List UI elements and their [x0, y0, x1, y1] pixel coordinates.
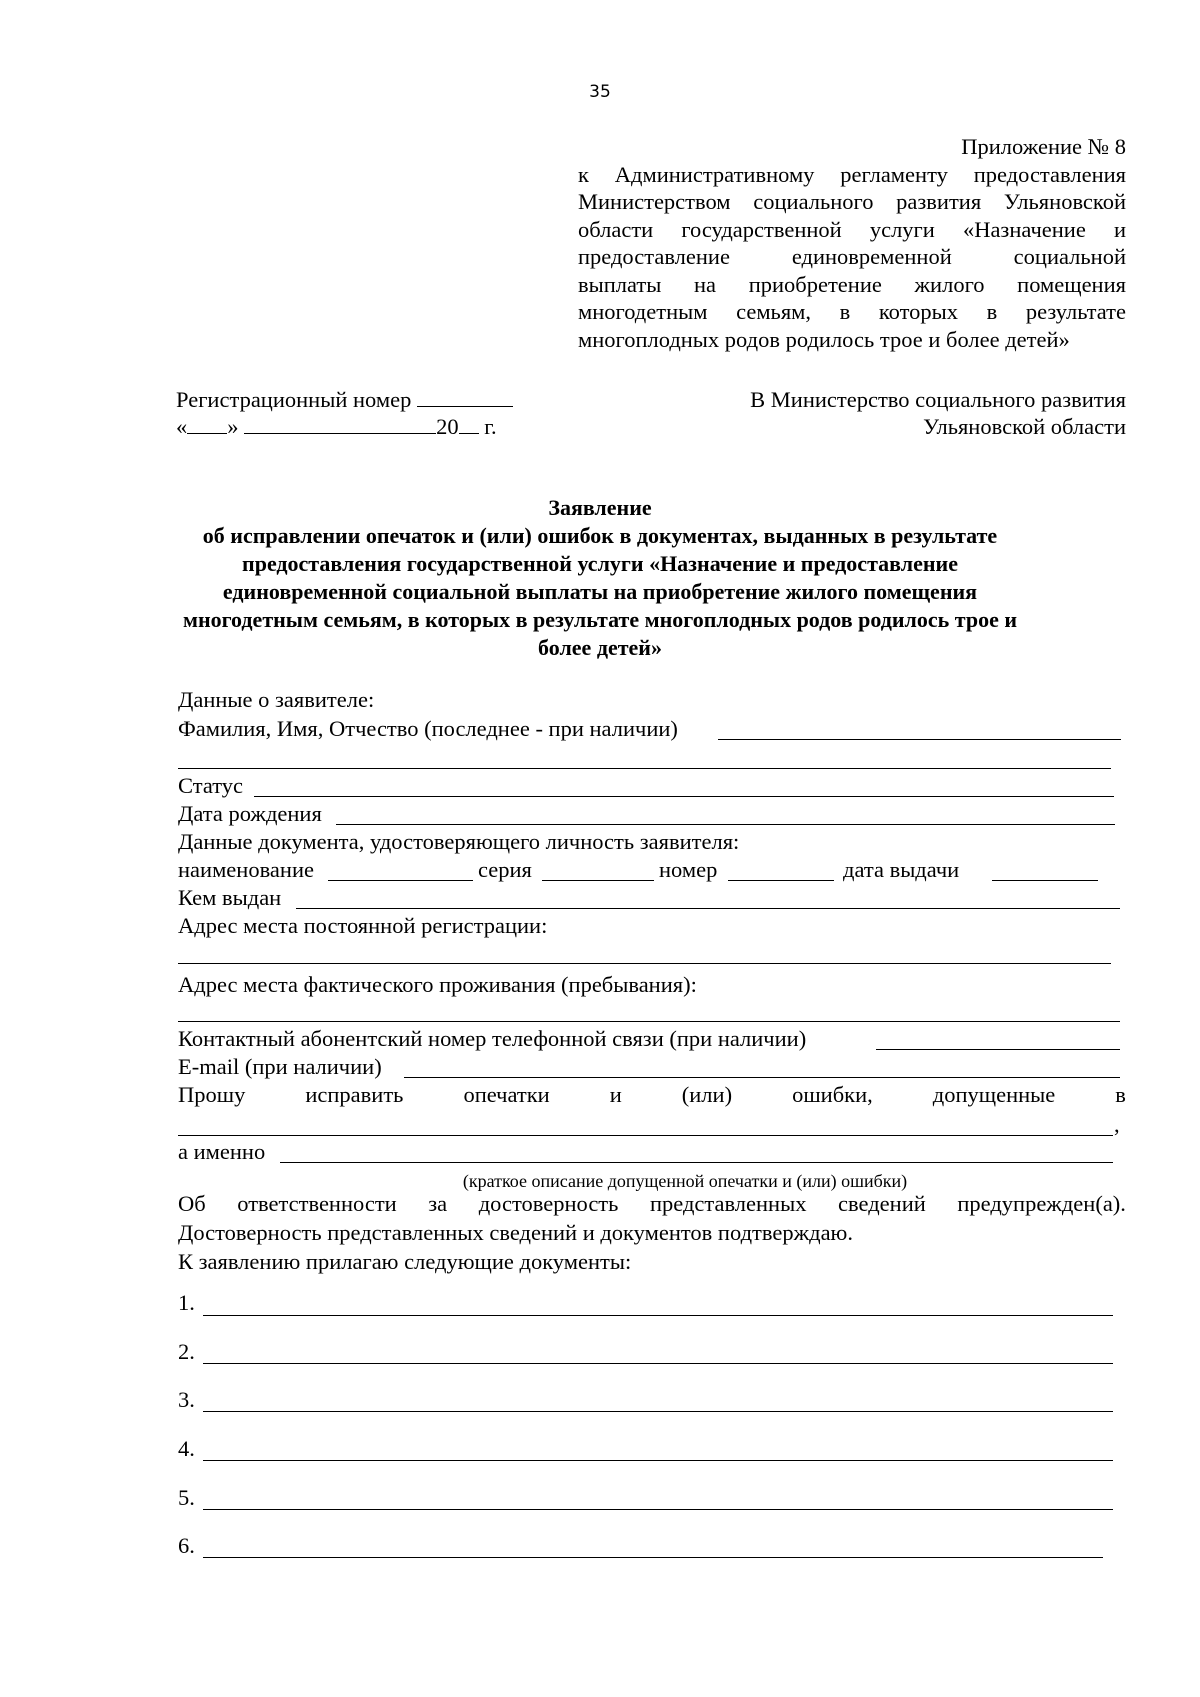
- birth-date-field[interactable]: [336, 824, 1115, 825]
- doc-issue-date-label: дата выдачи: [843, 857, 960, 882]
- request-word: Прошу: [178, 1082, 246, 1107]
- doc-name-field[interactable]: [328, 880, 473, 881]
- comma-mark: ,: [1114, 1112, 1120, 1137]
- doc-series-field[interactable]: [542, 880, 654, 881]
- permanent-address-field[interactable]: [178, 963, 1111, 964]
- email-field[interactable]: [404, 1077, 1120, 1078]
- actual-address-field[interactable]: [178, 1021, 1120, 1022]
- request-word: ошибки,: [792, 1082, 873, 1107]
- addressee-line: Ульяновской области: [923, 414, 1126, 439]
- status-field[interactable]: [254, 796, 1114, 797]
- annex-line: выплаты на приобретение жилого помещения: [578, 271, 1126, 297]
- date-month-field[interactable]: [244, 413, 436, 434]
- heading-line: многодетным семьям, в которых в результате многоплодных родов родилось трое и: [182, 607, 1018, 632]
- date-close-quote: »: [227, 414, 239, 439]
- doc-number-label: номер: [659, 857, 718, 882]
- request-line: [178, 1082, 1126, 1108]
- phone-field[interactable]: [876, 1049, 1120, 1050]
- registration-block: [176, 386, 513, 440]
- applicant-data-label: Данные о заявителе:: [178, 687, 375, 712]
- heading-line: об исправлении опечаток и (или) ошибок в документах, выданных в результате: [202, 523, 998, 548]
- addressee-block: [666, 386, 1126, 440]
- permanent-address-label: Адрес места постоянной регистрации:: [178, 913, 548, 938]
- date-year-suffix: г.: [484, 414, 497, 439]
- annex-line: предоставление единовременной социальной: [578, 244, 1126, 269]
- request-word: в: [1115, 1082, 1126, 1107]
- attachment-field[interactable]: [203, 1363, 1113, 1364]
- doc-number-field[interactable]: [728, 880, 834, 881]
- registration-number-field[interactable]: [417, 386, 513, 407]
- heading-line: предоставления государственной услуги «Назначение и предоставление: [242, 551, 958, 576]
- doc-issue-date-field[interactable]: [992, 880, 1098, 881]
- request-word: опечатки: [463, 1082, 550, 1107]
- confirm-text: Достоверность представленных сведений и документов подтверждаю.: [178, 1220, 853, 1245]
- date-open-quote: «: [176, 414, 188, 439]
- responsibility-word: Об: [178, 1191, 206, 1216]
- annex-line: многоплодных родов родилось трое и более детей»: [578, 326, 1070, 352]
- responsibility-word: предупрежден(а).: [957, 1191, 1126, 1216]
- annex-line: области государственной услуги «Назначение и: [578, 216, 1126, 242]
- attachment-number: 1.: [178, 1290, 195, 1315]
- annex-line: Министерством социального развития Ульяновской: [578, 189, 1126, 214]
- page-number: 35: [589, 82, 611, 102]
- attachment-field[interactable]: [203, 1460, 1113, 1461]
- responsibility-word: представленных: [649, 1191, 807, 1216]
- issued-by-field[interactable]: [296, 908, 1120, 909]
- request-word: исправить: [305, 1082, 404, 1107]
- attachment-field[interactable]: [203, 1557, 1103, 1558]
- document-name-field[interactable]: [178, 1135, 1113, 1136]
- phone-label: Контактный абонентский номер телефонной связи (при наличии): [178, 1026, 807, 1051]
- attach-text: К заявлению прилагаю следующие документы:: [178, 1249, 632, 1274]
- actual-address-label: Адрес места фактического проживания (пребывания):: [178, 972, 697, 997]
- birth-date-label: Дата рождения: [178, 801, 322, 826]
- issued-by-label: Кем выдан: [178, 885, 282, 910]
- responsibility-word: сведений: [838, 1191, 926, 1216]
- attachment-number: 6.: [178, 1533, 195, 1558]
- annex-line: к Административному регламенту предоставления: [578, 161, 1126, 187]
- responsibility-line: [178, 1191, 1126, 1217]
- attachment-number: 5.: [178, 1485, 195, 1510]
- attachment-field[interactable]: [203, 1411, 1113, 1412]
- registration-number-label: Регистрационный номер: [176, 387, 412, 412]
- responsibility-word: ответственности: [237, 1191, 397, 1216]
- application-heading: [150, 494, 1050, 662]
- date-year-field[interactable]: [459, 413, 479, 434]
- namely-label: а именно: [178, 1139, 266, 1164]
- doc-name-label: наименование: [178, 857, 314, 882]
- namely-caption: (краткое описание допущенной опечатки и (или) ошибки): [462, 1171, 908, 1191]
- request-word: (или): [681, 1082, 733, 1107]
- full-name-label: Фамилия, Имя, Отчество (последнее - при наличии): [178, 716, 678, 741]
- date-day-field[interactable]: [187, 413, 227, 434]
- annex-line: многодетным семьям, в которых в результате: [578, 299, 1126, 324]
- status-label: Статус: [178, 773, 243, 798]
- email-label: E-mail (при наличии): [178, 1054, 382, 1079]
- addressee-line: В Министерство социального развития: [750, 387, 1126, 412]
- doc-series-label: серия: [478, 857, 532, 882]
- id-document-label: Данные документа, удостоверяющего личность заявителя:: [178, 829, 740, 854]
- annex-title: Приложение № 8: [961, 134, 1126, 159]
- namely-field[interactable]: [280, 1162, 1113, 1163]
- request-word: допущенные: [932, 1082, 1056, 1107]
- responsibility-word: за: [428, 1191, 448, 1216]
- annex-block: [578, 133, 1126, 353]
- attachment-field[interactable]: [203, 1315, 1113, 1316]
- attachment-field[interactable]: [203, 1509, 1113, 1510]
- full-name-field[interactable]: [718, 739, 1121, 740]
- full-name-field-continued[interactable]: [178, 768, 1111, 769]
- date-year-prefix: 20: [436, 414, 459, 439]
- responsibility-word: достоверность: [478, 1191, 619, 1216]
- heading-line: единовременной социальной выплаты на приобретение жилого помещения: [222, 579, 978, 604]
- attachment-number: 4.: [178, 1436, 195, 1461]
- attachment-number: 3.: [178, 1387, 195, 1412]
- heading-title: Заявление: [548, 495, 652, 520]
- request-word: и: [609, 1082, 622, 1107]
- heading-line: более детей»: [538, 635, 662, 660]
- attachment-number: 2.: [178, 1339, 195, 1364]
